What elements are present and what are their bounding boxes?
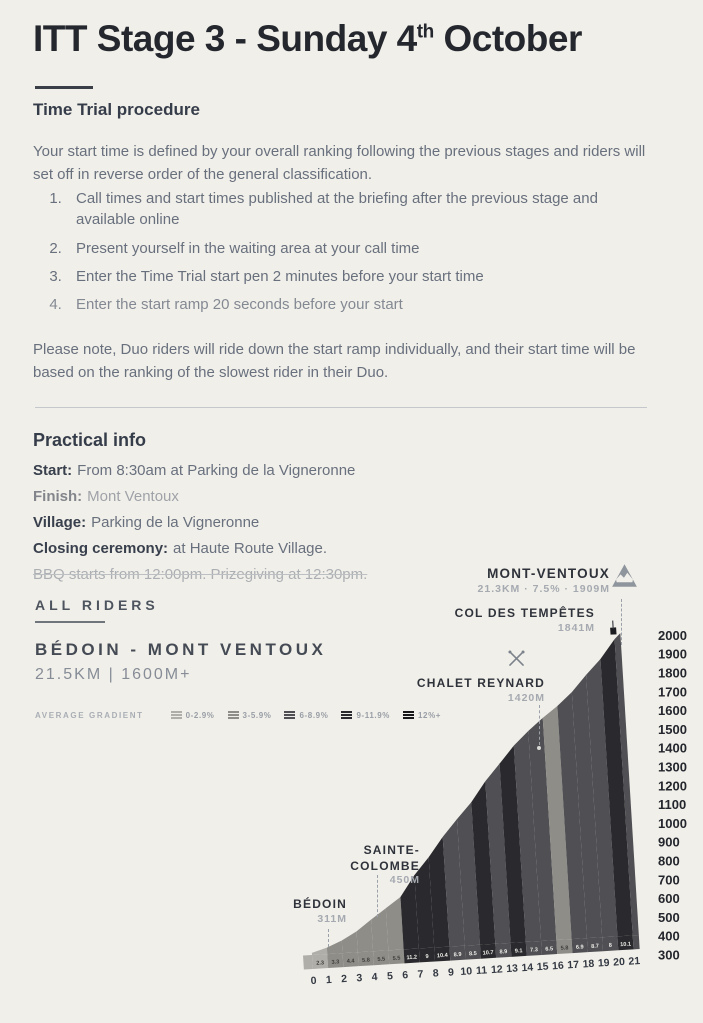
svg-text:500: 500 — [658, 909, 680, 925]
svg-text:8: 8 — [608, 942, 613, 949]
route-stats: 21.5KM | 1600M+ — [35, 666, 192, 683]
svg-text:2.3: 2.3 — [316, 960, 325, 967]
gradient-swatch-icon — [284, 711, 295, 720]
landmark-mont-ventoux: MONT-VENTOUX 21.3KM · 7.5% · 1909M — [477, 566, 610, 595]
legend-item: 12%+ — [403, 711, 441, 720]
svg-text:300: 300 — [658, 947, 680, 963]
svg-text:13: 13 — [505, 962, 519, 976]
svg-text:1: 1 — [325, 973, 333, 987]
svg-text:1400: 1400 — [658, 740, 687, 756]
practical-row-village: Village: Parking de la Vigneronne — [33, 514, 260, 531]
svg-text:10.7: 10.7 — [482, 949, 494, 957]
svg-text:17: 17 — [567, 958, 580, 972]
legend-item: 6-8.9% — [284, 711, 328, 720]
riders-group-underline — [35, 621, 105, 623]
svg-text:1200: 1200 — [658, 778, 687, 794]
svg-text:5.5: 5.5 — [377, 956, 386, 964]
svg-text:4: 4 — [371, 971, 378, 984]
svg-text:11.2: 11.2 — [406, 954, 418, 962]
svg-text:10.1: 10.1 — [619, 941, 632, 949]
gradient-legend-label: AVERAGE GRADIENT — [35, 711, 144, 720]
riders-group-label: ALL RIDERS — [35, 597, 159, 613]
svg-text:9.1: 9.1 — [514, 948, 523, 955]
svg-text:8.5: 8.5 — [468, 950, 477, 958]
svg-text:21: 21 — [628, 954, 641, 968]
svg-text:0: 0 — [310, 974, 317, 988]
svg-text:18: 18 — [582, 957, 595, 971]
svg-text:12: 12 — [490, 963, 504, 977]
svg-text:2: 2 — [340, 972, 348, 986]
svg-text:9: 9 — [447, 966, 455, 979]
practical-row-start: Start: From 8:30am at Parking de la Vigneronne — [33, 462, 356, 479]
procedure-step: 4. Enter the start ramp 20 seconds before your start — [66, 294, 641, 315]
landmark-col-des-tempetes: COL DES TEMPÊTES 1841M — [454, 606, 595, 634]
legend-item: 0-2.9% — [171, 711, 215, 720]
svg-text:1900: 1900 — [658, 646, 687, 662]
practical-row-bbq: BBQ starts from 12:00pm. Prizegiving at 12:30pm. — [33, 566, 368, 583]
svg-text:6.5: 6.5 — [545, 946, 554, 953]
svg-text:4.4: 4.4 — [346, 958, 355, 965]
svg-text:1300: 1300 — [658, 759, 687, 775]
svg-text:1800: 1800 — [658, 665, 687, 681]
svg-text:20: 20 — [612, 955, 626, 969]
svg-text:5.5: 5.5 — [392, 955, 401, 963]
svg-text:10.4: 10.4 — [436, 952, 448, 960]
practical-info-heading: Practical info — [33, 430, 147, 450]
svg-text:2000: 2000 — [658, 627, 687, 643]
sainte-colombe-leader-line — [377, 875, 378, 917]
restaurant-crossed-utensils-icon — [506, 648, 527, 669]
svg-text:5: 5 — [386, 970, 394, 983]
svg-text:800: 800 — [658, 853, 680, 869]
svg-text:15: 15 — [536, 960, 549, 974]
svg-text:16: 16 — [551, 959, 565, 973]
bedoin-leader-line — [328, 929, 329, 947]
route-title: BÉDOIN - MONT VENTOUX — [35, 640, 327, 659]
svg-text:6.9: 6.9 — [575, 944, 584, 951]
svg-text:5.8: 5.8 — [361, 957, 371, 964]
duo-riders-note: Please note, Duo riders will ride down the start ramp individually, and their start time will be based on the ranking of the slowest rider in their Duo. — [33, 341, 636, 382]
section-divider — [35, 407, 647, 408]
svg-text:6: 6 — [401, 969, 409, 982]
svg-text:8.7: 8.7 — [591, 943, 600, 950]
svg-text:1000: 1000 — [658, 815, 687, 831]
svg-text:700: 700 — [658, 872, 680, 888]
svg-text:10: 10 — [460, 965, 473, 978]
page-title: ITT Stage 3 - Sunday 4th October — [33, 18, 582, 59]
svg-text:9: 9 — [425, 953, 429, 961]
svg-text:1500: 1500 — [658, 721, 687, 737]
procedure-steps — [38, 188, 641, 322]
legend-item: 9-11.9% — [341, 711, 390, 720]
practical-row-ceremony: Closing ceremony: at Haute Route Village. — [33, 540, 328, 557]
legend-item: 3-5.9% — [228, 711, 272, 720]
svg-text:1600: 1600 — [658, 703, 687, 719]
svg-text:8: 8 — [432, 967, 440, 980]
svg-text:19: 19 — [597, 956, 610, 970]
svg-text:14: 14 — [521, 961, 534, 975]
svg-text:1700: 1700 — [658, 684, 687, 700]
svg-text:8.9: 8.9 — [499, 949, 508, 956]
chalet-reynard-leader-line — [539, 705, 540, 745]
landmark-sainte-colombe: SAINTE-COLOMBE 450M — [350, 843, 420, 887]
landmark-bedoin: BÉDOIN 311M — [293, 897, 347, 925]
procedure-intro: Your start time is defined by your overall ranking following the previous stages and riders will set off in reverse order of the general classification. — [33, 143, 646, 184]
gradient-swatch-icon — [228, 711, 239, 720]
procedure-heading: Time Trial procedure — [33, 100, 200, 119]
landmark-chalet-reynard: CHALET REYNARD 1420M — [416, 676, 545, 704]
mountain-summit-icon — [611, 563, 638, 588]
svg-text:600: 600 — [658, 891, 680, 907]
summit-leader-line — [621, 599, 622, 645]
title-underline — [35, 86, 93, 89]
procedure-step: 1. Call times and start times published at the briefing after the previous stage and available online — [66, 188, 641, 231]
chalet-reynard-marker-dot — [537, 746, 541, 750]
procedure-step: 3. Enter the Time Trial start pen 2 minutes before your start time — [66, 266, 641, 287]
practical-row-finish: Finish: Mont Ventoux — [33, 488, 179, 505]
svg-text:7.3: 7.3 — [529, 947, 539, 954]
svg-text:900: 900 — [658, 834, 680, 850]
svg-text:3: 3 — [356, 971, 363, 985]
svg-text:1100: 1100 — [658, 797, 687, 813]
svg-text:8.9: 8.9 — [453, 951, 462, 959]
gradient-swatch-icon — [171, 711, 182, 720]
svg-text:11: 11 — [475, 964, 488, 978]
svg-text:7: 7 — [417, 968, 424, 981]
svg-text:400: 400 — [658, 928, 680, 944]
procedure-step: 2. Present yourself in the waiting area at your call time — [66, 238, 641, 259]
svg-text:3.3: 3.3 — [331, 959, 340, 966]
svg-text:5.8: 5.8 — [560, 945, 569, 952]
